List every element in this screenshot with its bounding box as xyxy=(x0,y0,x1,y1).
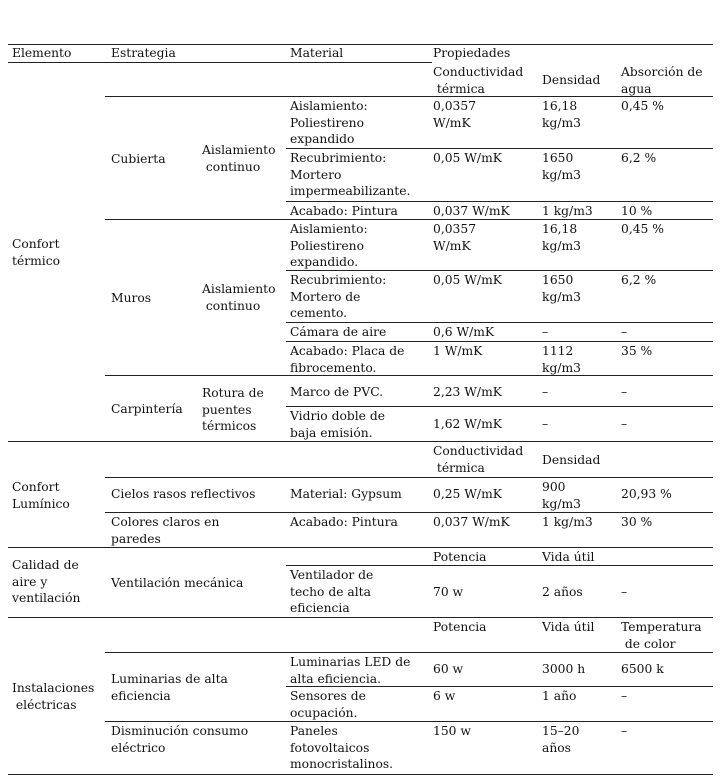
strategy-cubierta: Cubierta xyxy=(111,152,166,166)
material-cell: Acabado: Placa de fibrocemento. xyxy=(290,344,405,375)
col-header-propiedades: Propiedades xyxy=(433,46,511,60)
absorcion-cell: 0,45 % xyxy=(621,222,664,236)
conductividad-cell: 0,6 W/mK xyxy=(433,325,495,339)
material-cell: Material: Gypsum xyxy=(290,487,402,501)
densidad-cell: 16,18 kg/m3 xyxy=(542,99,581,130)
element-calidad-aire: Calidad de aire y ventilación xyxy=(12,558,81,605)
subheader-densidad: Densidad xyxy=(542,453,601,467)
section-rule xyxy=(8,547,713,548)
vida-util-cell: 3000 h xyxy=(542,662,586,676)
subheader-potencia: Potencia xyxy=(433,620,487,634)
col-header-elemento: Elemento xyxy=(12,46,72,60)
rule xyxy=(286,565,713,566)
material-cell: Recubrimiento: Mortero de cemento. xyxy=(290,273,387,320)
rule xyxy=(105,375,713,376)
material-cell: Marco de PVC. xyxy=(290,385,384,399)
rule xyxy=(286,341,713,342)
col-header-conductividad: Conductividad térmica xyxy=(433,65,524,96)
value-cell: 20,93 % xyxy=(621,487,672,501)
densidad-cell: 1112 kg/m3 xyxy=(542,344,581,375)
rule xyxy=(286,201,713,202)
rule xyxy=(105,721,713,722)
rule xyxy=(286,406,713,407)
col-header-densidad: Densidad xyxy=(542,73,601,87)
material-cell: Cámara de aire xyxy=(290,325,387,339)
conductividad-cell: 2,23 W/mK xyxy=(433,385,502,399)
densidad-cell: 1 kg/m3 xyxy=(542,515,593,529)
densidad-cell: 16,18 kg/m3 xyxy=(542,222,581,253)
section-rule xyxy=(8,617,713,618)
vida-util-cell: 2 años xyxy=(542,585,583,599)
conductividad-cell: 0,05 W/mK xyxy=(433,273,502,287)
element-instalaciones-electricas: Instalaciones eléctricas xyxy=(12,681,95,712)
densidad-cell: – xyxy=(542,325,549,339)
vida-util-cell: 1 año xyxy=(542,689,577,703)
strategy-muros: Muros xyxy=(111,291,152,305)
material-cell: Recubrimiento: Mortero impermeabilizante. xyxy=(290,151,411,198)
material-cell: Sensores de ocupación. xyxy=(290,689,366,720)
densidad-cell: 1650 kg/m3 xyxy=(542,273,581,304)
strategy-carpinteria-rotura: Rotura de puentes térmicos xyxy=(202,386,264,433)
value-cell: 30 % xyxy=(621,515,653,529)
densidad-cell: 900 kg/m3 xyxy=(542,480,581,511)
material-cell: Ventilador de techo de alta eficiencia xyxy=(290,568,374,615)
strategy-cielos-rasos: Cielos rasos reflectivos xyxy=(111,487,256,501)
potencia-cell: 6 w xyxy=(433,689,456,703)
strategy-ventilacion: Ventilación mecánica xyxy=(111,576,244,590)
strategy-muros-aislamiento: Aislamiento continuo xyxy=(202,282,276,313)
densidad-cell: 1 kg/m3 xyxy=(542,204,593,218)
material-cell: Aislamiento: Poliestireno expandido. xyxy=(290,222,368,269)
subheader-potencia: Potencia xyxy=(433,550,487,564)
vida-util-cell: 15–20 años xyxy=(542,724,580,755)
material-cell: Acabado: Pintura xyxy=(290,204,398,218)
conductividad-cell: 0,25 W/mK xyxy=(433,487,502,501)
absorcion-cell: 0,45 % xyxy=(621,99,664,113)
strategy-disminucion: Disminución consumo eléctrico xyxy=(111,724,249,755)
subheader-temperatura: Temperatura de color xyxy=(621,620,702,651)
element-confort-termico: Confort térmico xyxy=(12,237,60,268)
value-cell: – xyxy=(621,724,628,738)
rule xyxy=(105,512,713,513)
value-cell: – xyxy=(621,689,628,703)
rule xyxy=(286,148,713,149)
col-header-absorcion: Absorción de agua xyxy=(621,65,703,96)
section-rule xyxy=(8,441,713,442)
conductividad-cell: 0,037 W/mK xyxy=(433,204,510,218)
value-cell: – xyxy=(621,585,628,599)
strategy-luminarias: Luminarias de alta eficiencia xyxy=(111,672,228,703)
densidad-cell: 1650 kg/m3 xyxy=(542,151,581,182)
strategy-cubierta-aislamiento: Aislamiento continuo xyxy=(202,143,276,174)
value-cell: 6500 k xyxy=(621,662,664,676)
absorcion-cell: 6,2 % xyxy=(621,151,657,165)
absorcion-cell: – xyxy=(621,417,628,431)
element-confort-luminico: Confort Lumínico xyxy=(12,480,70,511)
col-header-estrategia: Estrategia xyxy=(111,46,176,60)
material-cell: Aislamiento: Poliestireno expandido xyxy=(290,99,368,146)
subheader-conductividad: Conductividad térmica xyxy=(433,444,524,475)
densidad-cell: – xyxy=(542,417,549,431)
bottom-rule xyxy=(8,774,713,775)
material-cell: Vidrio doble de baja emisión. xyxy=(290,409,386,440)
absorcion-cell: 10 % xyxy=(621,204,653,218)
material-cell: Luminarias LED de alta eficiencia. xyxy=(290,655,411,686)
rule xyxy=(105,652,713,653)
material-cell: Acabado: Pintura xyxy=(290,515,398,529)
conductividad-cell: 0,0357 W/mK xyxy=(433,222,477,253)
conductividad-cell: 1,62 W/mK xyxy=(433,417,502,431)
potencia-cell: 60 w xyxy=(433,662,464,676)
absorcion-cell: – xyxy=(621,325,628,339)
subheader-vida-util: Vida útil xyxy=(542,550,595,564)
potencia-cell: 150 w xyxy=(433,724,471,738)
conductividad-cell: 0,037 W/mK xyxy=(433,515,510,529)
strategy-colores-claros: Colores claros en paredes xyxy=(111,515,220,546)
conductividad-cell: 1 W/mK xyxy=(433,344,483,358)
rule xyxy=(105,477,713,478)
subheader-vida-util: Vida útil xyxy=(542,620,595,634)
densidad-cell: – xyxy=(542,385,549,399)
absorcion-cell: – xyxy=(621,385,628,399)
absorcion-cell: 6,2 % xyxy=(621,273,657,287)
absorcion-cell: 35 % xyxy=(621,344,653,358)
potencia-cell: 70 w xyxy=(433,585,464,599)
material-cell: Paneles fotovoltaicos monocristalinos. xyxy=(290,724,394,771)
header-rule xyxy=(8,62,432,63)
col-header-material: Material xyxy=(290,46,344,60)
strategy-carpinteria: Carpintería xyxy=(111,402,183,416)
conductividad-cell: 0,0357 W/mK xyxy=(433,99,477,130)
rule xyxy=(286,322,713,323)
conductividad-cell: 0,05 W/mK xyxy=(433,151,502,165)
